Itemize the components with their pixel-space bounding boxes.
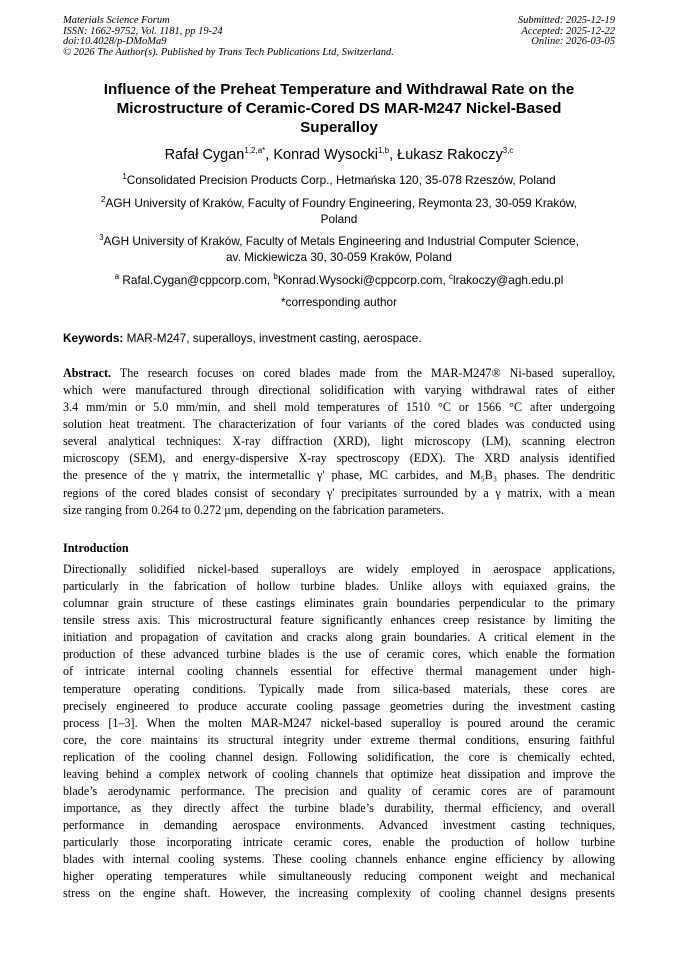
intro-line: process [1–3]. When the molten MAR-M247 nickel-based superalloy is poured around the ceramic bbox=[63, 715, 615, 730]
title-line: Superalloy bbox=[300, 119, 378, 136]
introduction-text bbox=[63, 561, 615, 903]
affiliation-line: AGH University of Kraków, Faculty of Foundry Engineering, Reymonta 23, 30-059 Kraków, bbox=[105, 196, 577, 210]
intro-line: performance in demanding aerospace environments. Advanced investment casting techniques, bbox=[63, 818, 615, 833]
dates-header bbox=[518, 16, 615, 48]
title-line: Influence of the Preheat Temperature and Withdrawal Rate on the bbox=[103, 81, 575, 98]
email-mark: b bbox=[273, 272, 278, 282]
intro-line: higher operating temperatures while simultaneously reducing component weight and mechanical bbox=[63, 869, 615, 884]
keywords-text: MAR-M247, superalloys, investment casting, aerospace. bbox=[126, 331, 422, 345]
intro-line: initiation and propagation of cavitation and cracks along grain boundaries. A critical element in the bbox=[63, 630, 615, 645]
affiliation-line: AGH University of Kraków, Faculty of Metals Engineering and Industrial Computer Science, bbox=[103, 234, 579, 248]
paper-title bbox=[63, 80, 615, 137]
email-link[interactable]: Konrad.Wysocki@cppcorp.com bbox=[277, 273, 443, 287]
journal-header bbox=[63, 16, 394, 58]
intro-line: core, the core maintains its structural integrity under extreme thermal conditions, ensuring faithful bbox=[63, 732, 615, 747]
affiliation-line: Consolidated Precision Products Corp., Hetmańska 120, 35-078 Rzeszów, Poland bbox=[126, 173, 556, 187]
intro-line: of intricate internal cooling channels essential for effective thermal management under high- bbox=[63, 664, 615, 679]
corresponding-author-note: *corresponding author bbox=[280, 295, 398, 309]
submitted-date: Submitted: 2025-12-19 bbox=[517, 15, 615, 26]
online-date: Online: 2026-03-05 bbox=[531, 36, 615, 48]
keywords bbox=[63, 330, 615, 346]
author-affiliation-mark: 3,c bbox=[502, 146, 514, 156]
abstract-line: the presence of the γ matrix, the intermetallic γ' phase, MC carbides, and M₅B₃ phases. The dendritic bbox=[63, 468, 615, 483]
affiliation-3 bbox=[63, 233, 615, 265]
affiliation-line: Poland bbox=[320, 212, 358, 226]
intro-line: replication of the cooling channel design. Following solidification, the core is chemically echted, bbox=[63, 749, 615, 764]
abstract-line: several analytical techniques: X-ray diffraction (XRD), light microscopy (LM), scanning electron bbox=[63, 434, 615, 449]
abstract-line: solution heat treatment. The characterization of four variants of the cored blades was conducted using bbox=[63, 417, 615, 432]
intro-line: particularly those incorporating intricate ceramic cores, enable the production of hollow turbine bbox=[63, 835, 615, 850]
abstract-line: which were manufactured through directional solidification with varying withdrawal rates of either bbox=[63, 383, 615, 398]
email-link[interactable]: Rafal.Cygan@cppcorp.com bbox=[122, 273, 267, 287]
abstract-line: Abstract. The research focuses on cored blades made from the MAR-M247® Ni-based superalloy, bbox=[63, 366, 615, 380]
affiliation-mark: 1 bbox=[122, 172, 127, 182]
title-line: Microstructure of Ceramic-Cored DS MAR-M247 Nickel-Based bbox=[116, 100, 562, 117]
author-affiliation-mark: 1,2,a* bbox=[244, 146, 266, 156]
abstract bbox=[63, 365, 615, 519]
intro-line: precisely engineered to produce accurate cooling passage geometries during the investment casting bbox=[63, 698, 615, 713]
intro-line: blade’s aerodynamic performance. The precision and quality of ceramic cores are of paramount bbox=[63, 784, 615, 799]
intro-line: production of these advanced turbine blades is the use of ceramic cores, which enable the formation bbox=[63, 647, 615, 662]
affiliation-2 bbox=[63, 195, 615, 227]
journal-doi: doi:10.4028/p-DMoMa9 bbox=[63, 36, 167, 48]
abstract-line: size ranging from 0.264 to 0.272 μm, depending on the fabrication parameters. bbox=[63, 502, 444, 517]
affiliation-1 bbox=[63, 172, 615, 188]
author-affiliation-mark: 1,b bbox=[377, 146, 390, 156]
keywords-label: Keywords: bbox=[63, 331, 124, 345]
intro-line: tensile stress axis. This microstructural feature significantly enhances creep resistance by limiting the bbox=[63, 613, 615, 628]
affiliation-mark: 3 bbox=[99, 233, 104, 243]
abstract-line: 3.4 mm/min or 5.0 mm/min, and shell mold temperatures of 1510 °C or 1566 °C after undergoing bbox=[63, 400, 615, 415]
intro-line: leaving behind a complex network of cooling channels that optimize heat dissipation and improve the bbox=[63, 766, 615, 781]
abstract-line: regions of the cored blades consist of secondary γ' precipitates surrounded by a γ matrix, with a mean bbox=[63, 485, 615, 500]
intro-line: particularly in the fabrication of hollow turbine blades. Unlike alloys with equiaxed grains, the bbox=[63, 579, 615, 594]
author-name: Konrad Wysocki bbox=[273, 147, 378, 163]
intro-line: blades with internal cooling systems. These cooling channels enhance engine efficiency by allowing bbox=[63, 852, 615, 867]
journal-name: Materials Science Forum bbox=[63, 15, 170, 26]
email-mark: a bbox=[114, 272, 120, 282]
introduction-heading: Introduction bbox=[63, 541, 129, 555]
intro-line: importance, as they directly affect the turbine blade’s durability, thermal efficiency, and overall bbox=[63, 801, 615, 816]
intro-line: Directionally solidified nickel-based superalloys are widely employed in aerospace applications, bbox=[63, 562, 615, 576]
affiliation-mark: 2 bbox=[101, 195, 106, 205]
author-list: Rafał Cygan$^{1,2,a*}$, Konrad Wysocki$^{1,b}$, Łukasz Rakoczy$^{3,c}$ bbox=[164, 146, 514, 163]
intro-line: columnar grain structure of these castings eliminates grain boundaries perpendicular to the primary bbox=[63, 596, 615, 611]
email-link[interactable]: lrakoczy@agh.edu.pl bbox=[453, 273, 564, 287]
author-name: Rafał Cygan bbox=[164, 147, 245, 163]
email-mark: c bbox=[449, 272, 454, 282]
intro-line: stress on the engine shaft. However, the increasing complexity of cooling channel designs presents bbox=[63, 886, 615, 901]
author-emails: $^a$ Rafal.Cygan@cppcorp.com, $^b$Konrad.Wysocki@cppcorp.com, $^c$lrakoczy@agh.edu.pl bbox=[114, 272, 564, 287]
journal-issn: ISSN: 1662-9752, Vol. 1181, pp 19-24 bbox=[63, 25, 223, 37]
copyright-notice: © 2026 The Author(s). Published by Trans Tech Publications Ltd, Switzerland. bbox=[63, 46, 394, 58]
accepted-date: Accepted: 2025-12-22 bbox=[521, 25, 615, 37]
abstract-line: microscopy (SEM), and energy-dispersive X-ray spectroscopy (EDX). The XRD analysis identified bbox=[63, 451, 615, 466]
intro-line: temperature operating conditions. Typically made from silica-based materials, these cores are bbox=[63, 681, 615, 696]
abstract-label: Abstract. bbox=[63, 366, 112, 380]
affiliation-line: av. Mickiewicza 30, 30-059 Kraków, Poland bbox=[225, 250, 452, 264]
author-name: Łukasz Rakoczy bbox=[397, 147, 503, 163]
